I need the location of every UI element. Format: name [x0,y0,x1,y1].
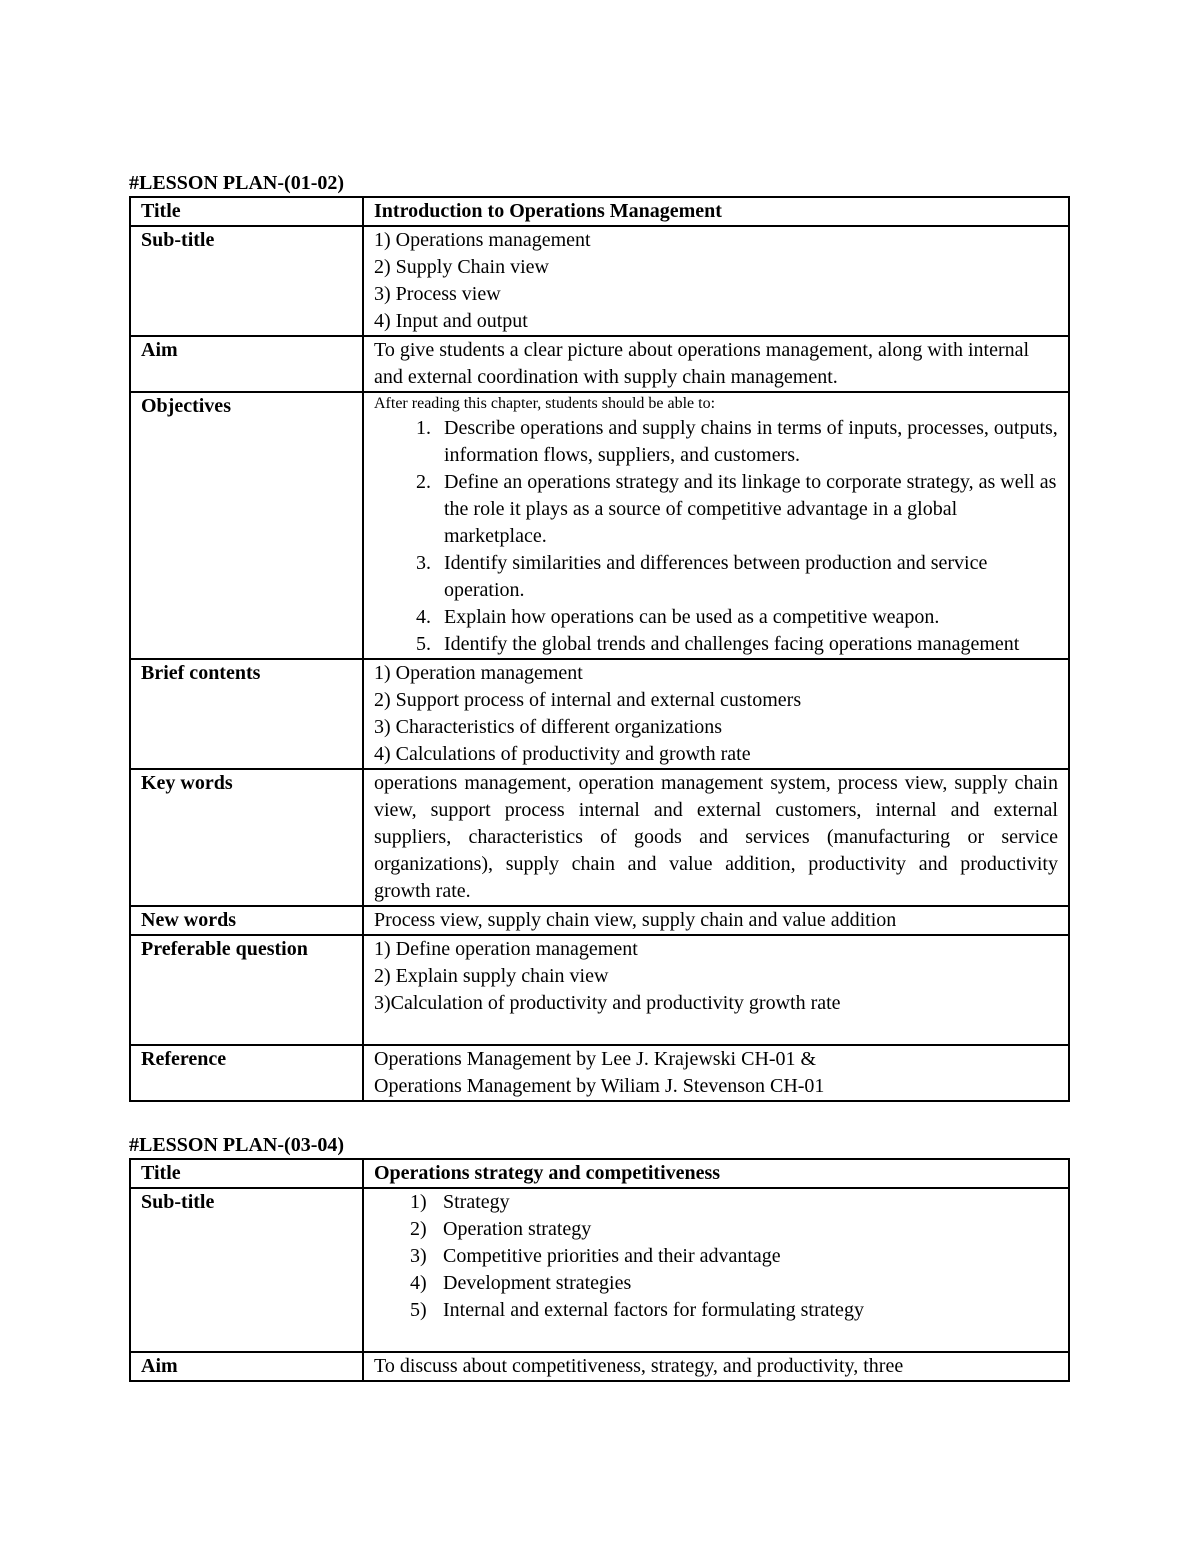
item-number: 2) [410,1218,427,1240]
row-label-subtitle: Sub-title [130,226,363,336]
row-label-title: Title [130,197,363,226]
objective-item: 5. Identify the global trends and challenges facing operations management [436,631,1058,658]
table-row [130,1188,1069,1352]
item-text: Competitive priorities and their advantage [443,1245,781,1267]
table-row [130,1352,1069,1381]
reference-item: Operations Management by Wiliam J. Stevenson CH-01 [374,1075,825,1097]
lesson-title: Introduction to Operations Management [363,197,1069,226]
lesson-plan-heading: #LESSON PLAN-(03-04) [129,1134,345,1156]
subtitle-list [363,226,1069,336]
item-number: 5) [410,1299,427,1321]
numbered-subtitle-list [374,1189,1058,1324]
subtitle-item [410,1297,1058,1324]
subtitle-item: 4) Input and output [374,310,528,332]
subtitle-item [410,1189,1058,1216]
item-text: Operation strategy [443,1218,592,1240]
aim-text: To discuss about competitiveness, strategy, and productivity, three [363,1352,1069,1381]
subtitle-item [410,1270,1058,1297]
new-words-text: Process view, supply chain view, supply chain and value addition [363,906,1069,935]
row-label-objectives: Objectives [130,392,363,659]
lesson-plan-heading: #LESSON PLAN-(01-02) [129,172,345,194]
lesson-plan-table [129,1158,1070,1382]
row-label-aim: Aim [130,336,363,392]
brief-item: 2) Support process of internal and external customers [374,689,802,711]
aim-text: To give students a clear picture about operations management, along with internal and external coordination with supply chain management. [363,336,1069,392]
objective-item: 3. Identify similarities and differences between production and service operation. [436,550,1058,604]
row-label-preferable-question: Preferable question [130,935,363,1045]
table-row [130,769,1069,906]
question-item: 2) Explain supply chain view [374,965,609,987]
table-row [130,197,1069,226]
brief-item: 3) Characteristics of different organizations [374,716,723,738]
item-number: 3) [410,1245,427,1267]
lesson-plan-table [129,196,1070,1102]
row-label-title: Title [130,1159,363,1188]
subtitle-item [410,1243,1058,1270]
row-label-brief-contents: Brief contents [130,659,363,769]
row-label-reference: Reference [130,1045,363,1101]
blank-line [374,1324,1058,1351]
row-label-subtitle: Sub-title [130,1188,363,1352]
references-list [363,1045,1069,1101]
table-row [130,935,1069,1045]
subtitle-item: 1) Operations management [374,229,591,251]
row-label-key-words: Key words [130,769,363,906]
objective-item: 4. Explain how operations can be used as a competitive weapon. [436,604,1058,631]
lesson-title: Operations strategy and competitiveness [363,1159,1069,1188]
table-row [130,1159,1069,1188]
blank-line [374,1017,1058,1044]
brief-item: 1) Operation management [374,662,583,684]
table-row [130,226,1069,336]
table-row [130,336,1069,392]
objective-item: 1. Describe operations and supply chains in terms of inputs, processes, outputs, information flows, suppliers, and customers. [436,415,1058,469]
brief-contents-list [363,659,1069,769]
row-label-aim: Aim [130,1352,363,1381]
questions-list [363,935,1069,1045]
question-item: 1) Define operation management [374,938,638,960]
subtitle-item [410,1216,1058,1243]
item-text: Strategy [443,1191,510,1213]
objectives-cell [363,392,1069,659]
document-page [129,170,1070,1382]
item-number: 4) [410,1272,427,1294]
item-text: Internal and external factors for formulating strategy [443,1299,864,1321]
brief-item: 4) Calculations of productivity and growth rate [374,743,751,765]
objectives-intro: After reading this chapter, students should be able to: [374,395,716,412]
table-row [130,659,1069,769]
question-item: 3)Calculation of productivity and productivity growth rate [374,992,841,1014]
subtitle-list [363,1188,1069,1352]
item-text: Development strategies [443,1272,632,1294]
item-number: 1) [410,1191,427,1213]
objective-item: 2. Define an operations strategy and its linkage to corporate strategy, as well as the role it plays as a source of competitive advantage in a global marketplace. [436,469,1058,550]
table-row [130,1045,1069,1101]
row-label-new-words: New words [130,906,363,935]
key-words-text: operations management, operation management system, process view, supply chain view, support process internal and external customers, internal and external suppliers, characteristics of goods and services (manufacturing or service organizations), supply chain and value addition, productivity and productivity growth rate. [363,769,1069,906]
table-row [130,392,1069,659]
subtitle-item: 3) Process view [374,283,501,305]
section-gap [129,1102,1070,1132]
subtitle-item: 2) Supply Chain view [374,256,549,278]
table-row [130,906,1069,935]
objectives-list [374,415,1058,658]
reference-item: Operations Management by Lee J. Krajewski CH-01 & [374,1048,817,1070]
